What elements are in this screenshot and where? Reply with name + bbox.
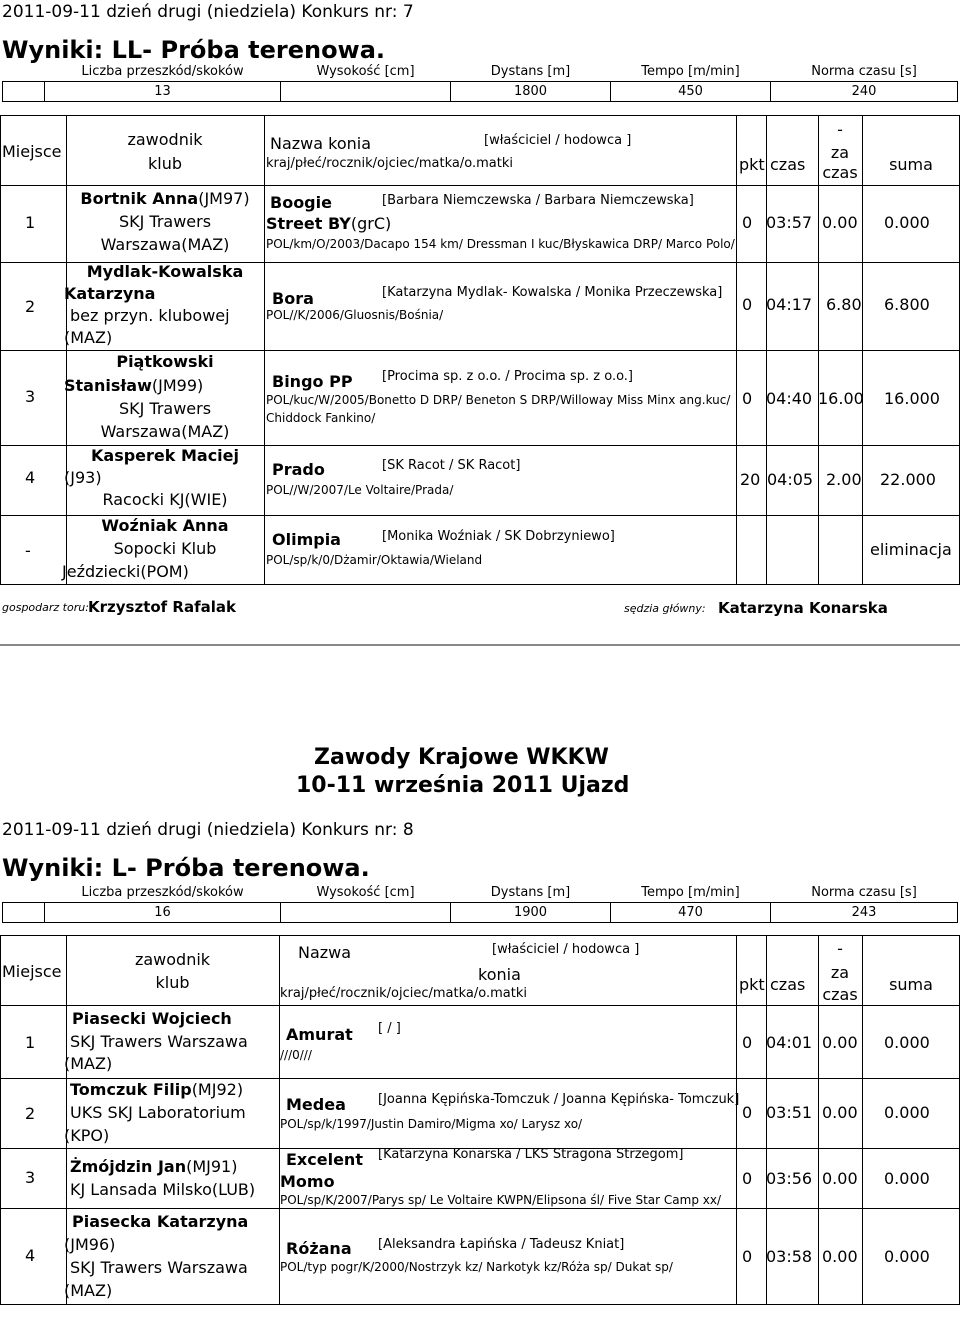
- rider-club: SKJ Trawers Warszawa: [70, 1258, 248, 1277]
- time-penalty: 0.00: [822, 1169, 858, 1188]
- points: 0: [742, 295, 753, 314]
- judge-label: sędzia główny:: [624, 602, 706, 615]
- total: 0.000: [884, 213, 930, 232]
- param-header: Liczba przeszkód/skoków: [81, 64, 244, 79]
- param-value: [281, 82, 451, 102]
- time: 03:58: [766, 1247, 813, 1266]
- time: 04:05: [767, 470, 814, 489]
- col-rider: zawodnik: [127, 130, 203, 149]
- rider-club: Warszawa(MAZ): [100, 235, 230, 254]
- param-value: 240: [771, 82, 958, 102]
- param-header: Tempo [m/min]: [641, 64, 740, 79]
- col-pkt: pkt: [739, 975, 765, 994]
- col-dash: -: [837, 939, 843, 958]
- rider-name: Piątkowski: [116, 352, 214, 371]
- rider-club: SKJ Trawers: [118, 212, 212, 231]
- time-penalty: 0.00: [822, 213, 858, 232]
- col-czas: czas: [770, 155, 806, 174]
- rider-club: Warszawa(MAZ): [100, 422, 230, 441]
- rider-name: Tomczuk Filip(MJ92): [70, 1080, 244, 1099]
- horse-name: Olimpia: [272, 530, 341, 549]
- results-title: Wyniki: L- Próba terenowa.: [2, 854, 370, 882]
- points: 0: [742, 389, 753, 408]
- param-header: Tempo [m/min]: [641, 885, 740, 900]
- owner-breeder: [Monika Woźniak / SK Dobrzyniewo]: [382, 529, 615, 544]
- time: 03:57: [766, 213, 813, 232]
- horse-name: Momo: [280, 1172, 335, 1191]
- horse-name: Różana: [286, 1239, 352, 1258]
- total: 0.000: [884, 1103, 930, 1122]
- rider-club: SKJ Trawers: [118, 399, 212, 418]
- owner-breeder: [ / ]: [378, 1021, 401, 1036]
- total: 0.000: [884, 1033, 930, 1052]
- col-pkt: pkt: [739, 155, 765, 174]
- rider-name: Mydlak-Kowalska: [86, 262, 244, 281]
- points: 0: [742, 1103, 753, 1122]
- horse-name: Amurat: [286, 1025, 353, 1044]
- results-title: Wyniki: LL- Próba terenowa.: [2, 36, 386, 64]
- col-czas: czas: [770, 975, 806, 994]
- total: 6.800: [884, 295, 930, 314]
- time-penalty: 6.80: [826, 295, 862, 314]
- pedigree: Chiddock Fankino/: [266, 411, 376, 425]
- rider-name: Bortnik Anna(JM97): [80, 189, 250, 208]
- points: 0: [742, 213, 753, 232]
- param-value: 1900: [451, 903, 611, 923]
- param-value: 450: [611, 82, 771, 102]
- time: 04:40: [766, 389, 813, 408]
- rider-name: Kasperek Maciej: [91, 446, 239, 465]
- rider-club: (MAZ): [64, 1054, 113, 1073]
- course-params-table: [2, 883, 958, 923]
- col-suma: suma: [889, 155, 933, 174]
- horse-name: Prado: [272, 460, 325, 479]
- pedigree: POL//W/2007/Le Voltaire/Prada/: [266, 483, 454, 497]
- horse-name: Street BY(grC): [266, 214, 392, 233]
- total: eliminacja: [870, 540, 952, 559]
- param-header: Norma czasu [s]: [811, 64, 917, 79]
- time: 03:56: [766, 1169, 813, 1188]
- rider-club: (MAZ): [64, 1281, 113, 1300]
- row-place: 4: [25, 1246, 36, 1265]
- row-place: 4: [25, 468, 36, 487]
- col-place: Miejsce: [2, 142, 62, 161]
- pedigree: POL/sp/k/0/Dżamir/Oktawia/Wieland: [266, 553, 483, 567]
- rider-club: bez przyn. klubowej: [70, 306, 230, 325]
- points: 0: [742, 1169, 753, 1188]
- host-name: Krzysztof Rafalak: [88, 598, 236, 616]
- rider-name: Piasecki Wojciech: [72, 1009, 232, 1028]
- pedigree: POL/sp/K/2007/Parys sp/ Le Voltaire KWPN/Elipsona śl/ Five Star Camp xx/: [280, 1193, 722, 1207]
- col-club: klub: [147, 154, 182, 173]
- param-value: 1800: [451, 82, 611, 102]
- col-owner: [właściciel / hodowca ]: [492, 942, 640, 957]
- rider-name: Piasecka Katarzyna: [72, 1212, 249, 1231]
- col-za: za: [830, 143, 850, 162]
- col-dash: -: [837, 120, 843, 139]
- owner-breeder: [Katarzyna Konarska / LKS Stragona Strzegom]: [378, 1147, 684, 1162]
- col-suma: suma: [889, 975, 933, 994]
- time-penalty: 2.00: [826, 470, 862, 489]
- param-value: 470: [611, 903, 771, 923]
- param-header: Wysokość [cm]: [316, 885, 415, 900]
- owner-breeder: [Procima sp. z o.o. / Procima sp. z o.o.]: [382, 369, 633, 384]
- col-za-czas: czas: [822, 163, 858, 182]
- event-title: Zawody Krajowe WKKW: [314, 745, 609, 770]
- param-header: Dystans [m]: [490, 885, 571, 900]
- param-header: Wysokość [cm]: [316, 64, 415, 79]
- total: 0.000: [884, 1169, 930, 1188]
- rider-name: Woźniak Anna: [101, 516, 229, 535]
- time-penalty: 0.00: [822, 1247, 858, 1266]
- rider-club: Racocki KJ(WIE): [102, 490, 228, 509]
- rider-club: (MAZ): [64, 328, 113, 347]
- competition-heading: 2011-09-11 dzień drugi (niedziela) Konkurs nr: 7: [2, 2, 414, 22]
- col-pedigree: kraj/płeć/rocznik/ojciec/matka/o.matki: [280, 986, 527, 1001]
- total: 22.000: [880, 470, 936, 489]
- pedigree: POL//K/2006/Gluosnis/Bośnia/: [266, 308, 444, 322]
- time-penalty: 0.00: [822, 1103, 858, 1122]
- owner-breeder: [Aleksandra Łapińska / Tadeusz Kniat]: [378, 1237, 625, 1252]
- pedigree: POL/typ pogr/K/2000/Nostrzyk kz/ Narkotyk kz/Róża sp/ Dukat sp/: [280, 1260, 673, 1274]
- total: 0.000: [884, 1247, 930, 1266]
- col-horse: Nazwa konia: [270, 134, 372, 153]
- competition-heading: 2011-09-11 dzień drugi (niedziela) Konkurs nr: 8: [2, 820, 414, 840]
- row-place: 1: [25, 213, 36, 232]
- owner-breeder: [Joanna Kępińska-Tomczuk / Joanna Kępińska- Tomczuk]: [378, 1092, 740, 1107]
- horse-name: Bora: [272, 289, 314, 308]
- param-value: 243: [771, 903, 958, 923]
- time: 04:01: [766, 1033, 813, 1052]
- time-penalty: 0.00: [822, 1033, 858, 1052]
- course-params-table: [2, 62, 958, 102]
- event-date: 10-11 września 2011 Ujazd: [296, 773, 630, 798]
- rider-name: Żmójdzin Jan(MJ91): [70, 1157, 238, 1176]
- pedigree: POL/kuc/W/2005/Bonetto D DRP/ Beneton S DRP/Willoway Miss Minx ang.kuc/: [266, 393, 731, 407]
- row-place: 1: [25, 1033, 36, 1052]
- col-za: za: [830, 963, 850, 982]
- col-owner: [właściciel / hodowca ]: [484, 133, 632, 148]
- rider-club: UKS SKJ Laboratorium: [70, 1103, 246, 1122]
- row-place: 2: [25, 1104, 36, 1123]
- row-place: 2: [25, 297, 36, 316]
- param-value: 16: [45, 903, 281, 923]
- row-place: -: [25, 541, 31, 560]
- horse-name: Medea: [286, 1095, 346, 1114]
- total: 16.000: [884, 389, 940, 408]
- col-horse: konia: [478, 965, 521, 984]
- pedigree: POL/km/O/2003/Dacapo 154 km/ Dressman I kuc/Błyskawica DRP/ Marco Polo/: [266, 237, 735, 251]
- rider-club: Sopocki Klub: [113, 539, 217, 558]
- param-value: 13: [45, 82, 281, 102]
- rider-name: Katarzyna: [64, 284, 156, 303]
- points: 20: [740, 470, 761, 489]
- owner-breeder: [Barbara Niemczewska / Barbara Niemczewska]: [382, 193, 694, 208]
- rider-club: Jeździecki(POM): [62, 562, 189, 581]
- time: 03:51: [766, 1103, 813, 1122]
- time: 04:17: [766, 295, 813, 314]
- col-rider: zawodnik: [134, 950, 211, 969]
- pedigree: POL/sp/k/1997/Justin Damiro/Migma xo/ Larysz xo/: [280, 1117, 583, 1131]
- horse-name: Excelent: [286, 1150, 363, 1169]
- row-place: 3: [25, 387, 36, 406]
- owner-breeder: [Katarzyna Mydlak- Kowalska / Monika Przeczewska]: [382, 285, 723, 300]
- owner-breeder: [SK Racot / SK Racot]: [382, 458, 521, 473]
- col-za-czas: czas: [822, 985, 858, 1004]
- row-place: 3: [25, 1168, 36, 1187]
- param-value: [281, 903, 451, 923]
- rider-club: KJ Lansada Milsko(LUB): [70, 1180, 256, 1199]
- col-place: Miejsce: [2, 962, 62, 981]
- points: 0: [742, 1033, 753, 1052]
- horse-name: Bingo PP: [272, 372, 353, 391]
- page-divider: [0, 644, 960, 646]
- time-penalty: 16.00: [818, 389, 864, 408]
- param-header: Dystans [m]: [490, 64, 571, 79]
- rider-club: SKJ Trawers Warszawa: [70, 1032, 248, 1051]
- pedigree: ///0///: [280, 1048, 312, 1062]
- points: 0: [742, 1247, 753, 1266]
- col-horse: Nazwa: [298, 943, 352, 962]
- rider-club: (KPO): [64, 1126, 110, 1145]
- rider-name: (JM96): [64, 1235, 116, 1254]
- rider-name: Stanisław(JM99): [64, 376, 204, 395]
- col-club: klub: [155, 973, 190, 992]
- param-header: Norma czasu [s]: [811, 885, 917, 900]
- rider-name: (J93): [64, 468, 102, 487]
- judge-name: Katarzyna Konarska: [718, 599, 888, 617]
- param-header: Liczba przeszkód/skoków: [81, 885, 244, 900]
- host-label: gospodarz toru:: [2, 601, 89, 614]
- col-pedigree: kraj/płeć/rocznik/ojciec/matka/o.matki: [266, 156, 513, 171]
- horse-name: Boogie: [270, 193, 332, 212]
